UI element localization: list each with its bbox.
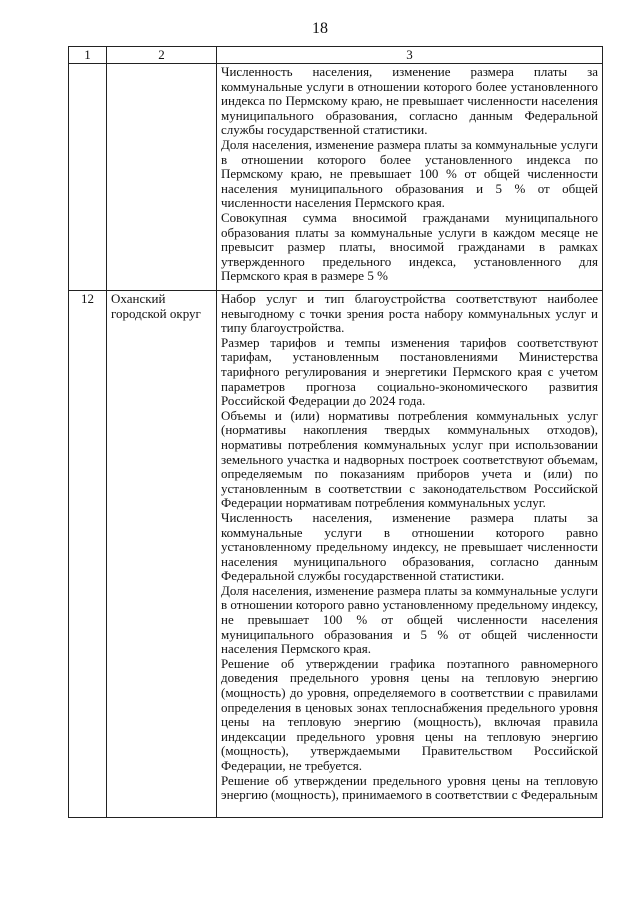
table-row — [69, 291, 603, 818]
conditions-cell — [217, 291, 603, 818]
condition-paragraph: Объемы и (или) нормативы потребления коммунальных услуг (нормативы накопления твердых коммунальных отходов), нормативы потребления коммунальных услуг при использовании земельного участка и надворных построек соответствуют объемам, определяемым по показаниям приборов учета и (или) по установленным в соответствии с законодательством Российской Федерации нормативам потребления коммунальных услуг. — [221, 407, 598, 511]
row-number: 12 — [69, 291, 107, 818]
condition-paragraph: Доля населения, изменение размера платы за коммунальные услуги в отношении которого равно установленному предельному индексу, не превышает 100 % от общей численности населения муниципального образования и 5 % от общей численности населения Пермского края. — [221, 582, 598, 657]
condition-paragraph: Решение об утверждении предельного уровня цены на тепловую энергию (мощность), принимаемого в соответствии с Федеральным — [221, 772, 598, 803]
municipality-name — [107, 64, 217, 291]
condition-paragraph: Совокупная сумма вносимой гражданами муниципального образования платы за коммунальные услуги в каждом месяце не превысит размер платы, вносимой гражданами в рамках утвержденного предельного индекса, установленного для Пермского края в размере 5 % — [221, 209, 598, 284]
column-header-3: 3 — [217, 47, 603, 64]
municipality-name: Оханский городской округ — [107, 291, 217, 818]
column-header-1: 1 — [69, 47, 107, 64]
condition-paragraph: Численность населения, изменение размера платы за коммунальные услуги в отношении которого равно установленному предельному индексу, не превышает численности населения муниципального образования, согласно данным Федеральной службы государственной статистики. — [221, 509, 598, 584]
column-header-2: 2 — [107, 47, 217, 64]
condition-paragraph: Доля населения, изменение размера платы за коммунальные услуги в отношении которого более установленного индекса по Пермскому краю, не превышает 100 % от общей численности населения муниципального образования и 5 % от общей численности населения Пермского края. — [221, 136, 598, 211]
condition-paragraph: Решение об утверждении графика поэтапного равномерного доведения предельного уровня цены на тепловую энергию (мощность) до уровня, определяемого в соответствии с правилами определения в ценовых зонах теплоснабжения предельного уровня цены на тепловую энергию (мощность), включая правила индексации предельного уровня цены на тепловую энергию (мощность), утверждаемыми Правительством Российской Федерации, не требуется. — [221, 655, 598, 773]
page-number: 18 — [312, 20, 328, 37]
condition-paragraph: Набор услуг и тип благоустройства соответствуют наиболее невыгодному с точки зрения роста набору коммунальных услуг и типу благоустройства. — [221, 291, 598, 336]
table-row — [69, 64, 603, 291]
row-number — [69, 64, 107, 291]
condition-paragraph: Размер тарифов и темпы изменения тарифов соответствуют тарифам, установленным постановлениями Министерства тарифного регулирования и энергетики Пермского края с учетом параметров прогноза социально-экономического развития Российской Федерации до 2024 года. — [221, 334, 598, 409]
condition-paragraph: Численность населения, изменение размера платы за коммунальные услуги в отношении которого более установленного индекса по Пермскому краю, не превышает численности населения муниципального образования, согласно данным Федеральной службы государственной статистики. — [221, 64, 598, 138]
tariff-table — [68, 46, 603, 818]
conditions-cell — [217, 64, 603, 291]
table-header-row — [69, 47, 603, 64]
